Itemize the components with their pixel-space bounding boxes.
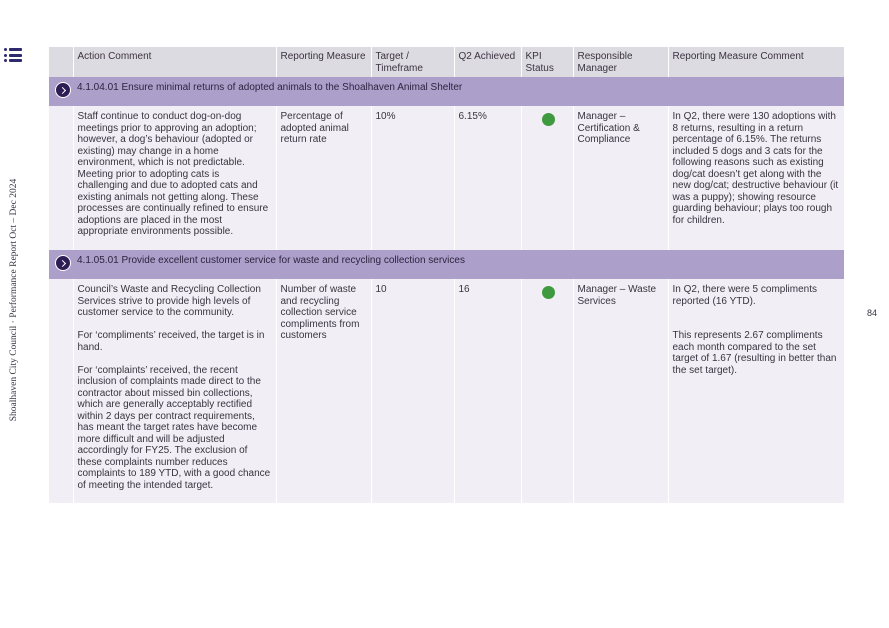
- measure-comment-text: In Q2, there were 130 adoptions with 8 returns, resulting in a return percentage of 6.15%. The returns included 5 dogs and 3 cats for the following reasons such as existing dog/cat doesn’t get along with the new dog/cat; destructive behaviour (it was a puppy); showing resource guarding behaviour; plays too rough for children.: [672, 111, 839, 226]
- responsible-manager-cell: Manager – Waste Services: [573, 279, 668, 503]
- chevron-right-icon[interactable]: [55, 82, 71, 98]
- responsible-manager-cell: Manager – Certification & Compliance: [573, 106, 668, 250]
- header-responsible-manager: Responsible Manager: [573, 47, 668, 77]
- section-title: 4.1.05.01 Provide excellent customer service for waste and recycling collection services: [73, 250, 844, 279]
- header-spacer: [49, 47, 73, 77]
- table-header-row: [49, 47, 844, 77]
- action-comment-text: For ‘compliments’ received, the target is in hand.: [77, 330, 265, 353]
- kpi-status-indicator-icon: [542, 286, 555, 299]
- table-row: [49, 279, 844, 503]
- measure-comment-text: In Q2, there were 5 compliments reported (16 YTD).: [672, 284, 818, 307]
- section-toggle[interactable]: [49, 250, 73, 279]
- table-row: [49, 106, 844, 250]
- achieved-cell: 6.15%: [454, 106, 521, 250]
- header-reporting-measure: Reporting Measure: [276, 47, 371, 77]
- row-spacer: [49, 106, 73, 250]
- chevron-right-icon[interactable]: [55, 255, 71, 271]
- action-comment-cell: [73, 106, 276, 250]
- measure-comment-cell: [668, 106, 844, 250]
- reporting-measure-cell: Number of waste and recycling collection service compliments from customers: [276, 279, 371, 503]
- action-comment-cell: [73, 279, 276, 503]
- section-row: [49, 250, 844, 279]
- section-row: [49, 77, 844, 106]
- target-cell: 10%: [371, 106, 454, 250]
- achieved-cell: 16: [454, 279, 521, 503]
- menu-icon[interactable]: [4, 47, 22, 63]
- target-cell: 10: [371, 279, 454, 503]
- header-achieved: Q2 Achieved: [454, 47, 521, 77]
- header-measure-comment: Reporting Measure Comment: [668, 47, 844, 77]
- page-number: 84: [867, 308, 878, 318]
- header-kpi-status: KPI Status: [521, 47, 573, 77]
- kpi-status-indicator-icon: [542, 113, 555, 126]
- kpi-status-cell: [521, 106, 573, 250]
- action-comment-text: Staff continue to conduct dog-on-dog meetings prior to approving an adoption; however, a dog’s behaviour (adopted or existing) may change in a home environment, which is not predictable. Meeting prior to adopting cats is challenging and due to adopted cats and existing animals not getting along. These processes are continually refined to ensure adoptions are placed in the most appropriate environments possible.: [77, 111, 269, 237]
- action-comment-text: Council’s Waste and Recycling Collection Services strive to provide high levels of customer service to the community.: [77, 284, 261, 318]
- reporting-measure-cell: Percentage of adopted animal return rate: [276, 106, 371, 250]
- kpi-status-cell: [521, 279, 573, 503]
- header-action-comment: Action Comment: [73, 47, 276, 77]
- header-target: Target / Timeframe: [371, 47, 454, 77]
- measure-comment-text: This represents 2.67 compliments each month compared to the set target of 1.67 (resulting in better than the set target).: [672, 330, 837, 376]
- performance-table: [49, 47, 844, 503]
- document-side-title: Shoalhaven City Council · Performance Report Oct – Dec 2024: [9, 178, 19, 422]
- action-comment-text: For ‘complaints’ received, the recent inclusion of complaints made direct to the contractor about missed bin collections, which are generally acceptably rectified within 2 days per contract requirements, has meant the target rates have become more difficult and will be adjusted accordingly for FY25. The exclusion of these complaints number reduces complaints to 189 YTD, with a good chance of meeting the intended target.: [77, 364, 271, 491]
- measure-comment-cell: [668, 279, 844, 503]
- section-title: 4.1.04.01 Ensure minimal returns of adopted animals to the Shoalhaven Animal Shelter: [73, 77, 844, 106]
- section-toggle[interactable]: [49, 77, 73, 106]
- row-spacer: [49, 279, 73, 503]
